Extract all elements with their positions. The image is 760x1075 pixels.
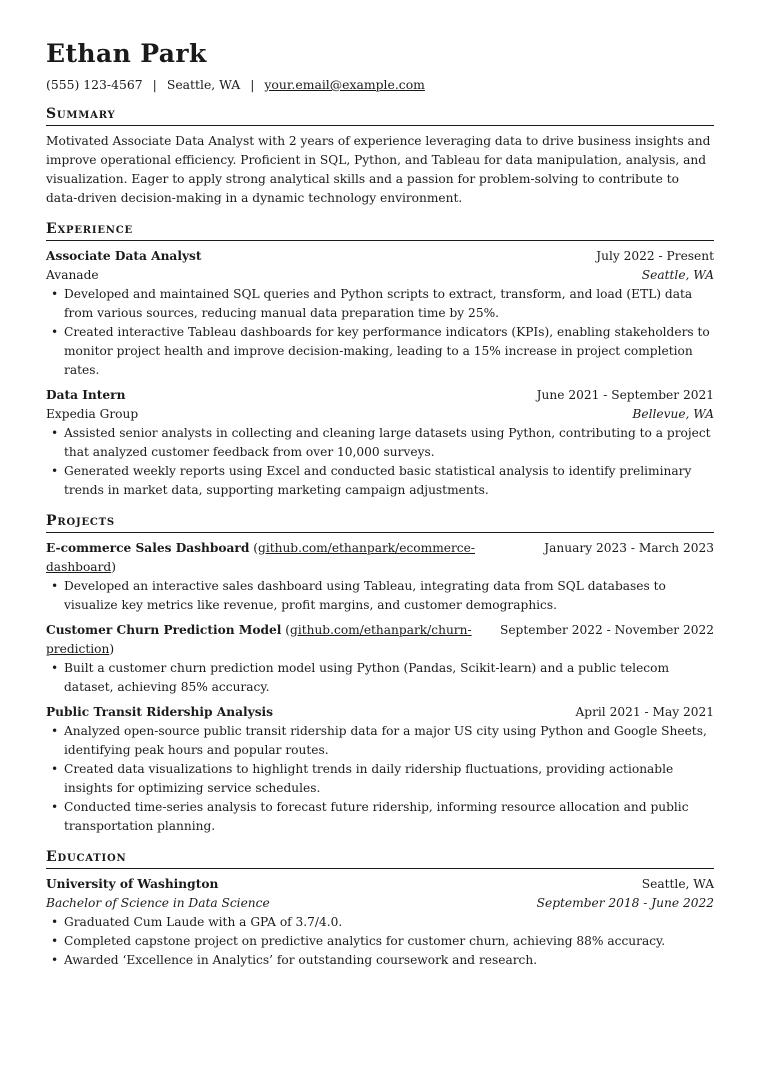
projects-heading: Projects	[46, 512, 714, 533]
project-name: Public Transit Ridership Analysis	[46, 705, 274, 719]
degree-name: Bachelor of Science in Data Science	[46, 896, 270, 910]
education-entry	[46, 875, 714, 970]
job-bullets	[46, 424, 714, 500]
bullet-item: • Built a customer churn prediction model using Python (Pandas, Scikit-learn) and a public telecom dataset, achieving 85% accuracy.	[46, 659, 714, 697]
job-location: Bellevue, WA	[632, 407, 714, 421]
project-link[interactable]: github.com/ethanpark/ecommerce-dashboard	[46, 541, 475, 574]
experience-heading: Experience	[46, 220, 714, 241]
project-bullets	[46, 577, 714, 615]
project-name: E-commerce Sales Dashboard	[46, 541, 250, 555]
summary-text: Motivated Associate Data Analyst with 2 years of experience leveraging data to drive business insights and improve operational efficiency. Proficient in SQL, Python, and Tableau for data manipulation, analysis, and visualization. Eager to apply strong analytical skills and a passion for problem-solving to contribute to data-driven decision-making in a dynamic technology environment.	[46, 134, 711, 205]
bullet-item: • Developed an interactive sales dashboard using Tableau, integrating data from SQL databases to visualize key metrics like revenue, profit margins, and customer demographics.	[46, 577, 714, 615]
bullet-item: • Generated weekly reports using Excel and conducted basic statistical analysis to identify preliminary trends in market data, supporting marketing campaign adjustments.	[46, 462, 714, 500]
job-entry	[46, 247, 714, 380]
project-dates: September 2022 - November 2022	[499, 623, 714, 637]
project-link[interactable]: github.com/ethanpark/churn-prediction	[46, 623, 472, 656]
job-location: Seattle, WA	[641, 268, 714, 282]
contact-separator: |	[250, 77, 255, 92]
job-dates: July 2022 - Present	[596, 249, 714, 263]
education-bullets	[46, 913, 714, 970]
bullet-item: • Conducted time-series analysis to forecast future ridership, informing resource allocation and public transportation planning.	[46, 798, 714, 836]
job-dates: June 2021 - September 2021	[536, 388, 714, 402]
summary-heading: Summary	[46, 105, 714, 126]
contact-line	[46, 76, 714, 93]
bullet-item: • Analyzed open-source public transit ridership data for a major US city using Python and Google Sheets, identifying peak hours and popular routes.	[46, 722, 714, 760]
project-entry: January 2023 - March 2023 E-commerce Sales Dashboard (github.com/ethanpark/ecommerce-dashboard) • Developed an interactive sales dashboard using Tableau, integrating data from SQL databases to visualize key metrics like revenue, profit margins, and customer demographics.	[46, 539, 714, 615]
project-bullets	[46, 722, 714, 836]
job-title: Associate Data Analyst	[46, 249, 202, 263]
project-bullets	[46, 659, 714, 697]
bullet-item: • Assisted senior analysts in collecting and cleaning large datasets using Python, contributing to a project that analyzed customer feedback from over 10,000 surveys.	[46, 424, 714, 462]
bullet-item: • Completed capstone project on predictive analytics for customer churn, achieving 88% accuracy.	[46, 932, 714, 951]
phone-number: (555) 123-4567	[46, 77, 143, 92]
bullet-item: • Developed and maintained SQL queries and Python scripts to extract, transform, and load (ETL) data from various sources, reducing manual data preparation time by 25%.	[46, 285, 714, 323]
project-entry	[46, 703, 714, 836]
job-entry	[46, 386, 714, 500]
project-name: Customer Churn Prediction Model	[46, 623, 282, 637]
contact-separator: |	[152, 77, 157, 92]
project-dates: April 2021 - May 2021	[575, 705, 714, 719]
education-dates: September 2018 - June 2022	[536, 896, 714, 910]
school-location: Seattle, WA	[641, 877, 714, 891]
job-title: Data Intern	[46, 388, 126, 402]
bullet-item: • Graduated Cum Laude with a GPA of 3.7/4.0.	[46, 913, 714, 932]
company-name: Avanade	[46, 268, 99, 282]
project-entry: September 2022 - November 2022 Customer Churn Prediction Model (github.com/ethanpark/churn-prediction) • Built a customer churn prediction model using Python (Pandas, Scikit-learn) and a public telecom dataset, achieving 85% accuracy.	[46, 621, 714, 697]
bullet-item: • Created data visualizations to highlight trends in daily ridership fluctuations, providing actionable insights for optimizing service schedules.	[46, 760, 714, 798]
location: Seattle, WA	[166, 77, 241, 92]
candidate-name: Ethan Park	[46, 39, 207, 68]
job-bullets	[46, 285, 714, 380]
email-link[interactable]: your.email@example.com	[264, 77, 425, 92]
company-name: Expedia Group	[46, 407, 139, 421]
project-dates: January 2023 - March 2023	[544, 541, 714, 555]
school-name: University of Washington	[46, 877, 219, 891]
education-heading: Education	[46, 848, 714, 869]
bullet-item: • Created interactive Tableau dashboards for key performance indicators (KPIs), enabling stakeholders to monitor project health and improve decision-making, leading to a 15% increase in project completion rates.	[46, 323, 714, 380]
bullet-item: • Awarded ‘Excellence in Analytics’ for outstanding coursework and research.	[46, 951, 714, 970]
